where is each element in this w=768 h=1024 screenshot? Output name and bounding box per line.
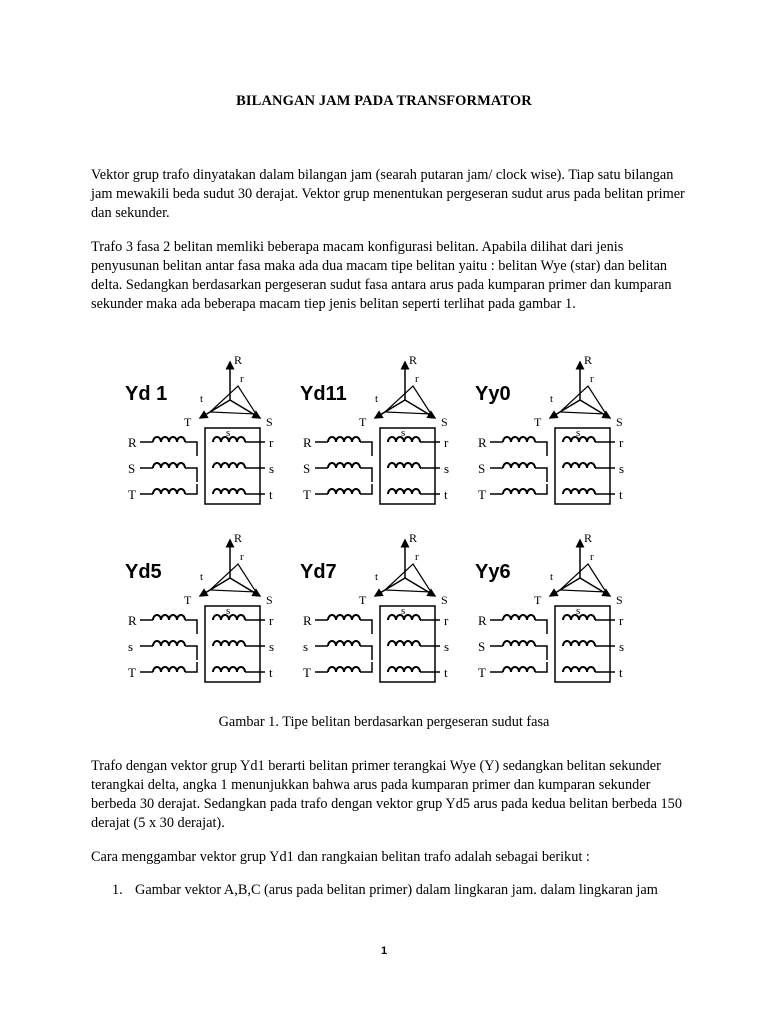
primary-coil [328, 615, 360, 620]
page-number: 1 [380, 945, 388, 957]
winding-label-secondary: t [619, 487, 623, 502]
secondary-coil [213, 489, 245, 494]
vector-primary-t [200, 578, 230, 596]
primary-return [185, 442, 197, 456]
vector-secondary [385, 386, 431, 414]
phase-label-sec-t: t [550, 393, 554, 405]
vector-primary-s [230, 578, 260, 596]
vector-primary-t [375, 578, 405, 596]
phase-label-sec-r: r [415, 551, 419, 563]
transformer-diagram-yd5 [125, 531, 274, 682]
primary-return [535, 620, 547, 634]
vector-secondary [560, 386, 606, 414]
primary-coil [153, 667, 185, 672]
winding-label-secondary: r [444, 613, 449, 628]
figure-winding-types [125, 352, 645, 702]
winding-label-secondary: s [444, 639, 450, 654]
vector-group-label: Yd5 [125, 561, 162, 583]
winding-label-secondary: s [619, 639, 625, 654]
primary-return [535, 662, 547, 672]
winding-label-secondary: r [269, 435, 274, 450]
winding-label-secondary: s [269, 461, 275, 476]
winding-label-secondary: t [619, 665, 623, 680]
winding-label-primary: S [303, 461, 311, 476]
primary-coil [153, 615, 185, 620]
primary-coil [328, 463, 360, 468]
winding-label-secondary: r [619, 435, 624, 450]
primary-coil [503, 489, 535, 494]
phase-label-s: S [441, 415, 448, 429]
secondary-coil [388, 463, 420, 468]
phase-label-s: S [616, 593, 623, 607]
vector-group-label: Yd 1 [125, 383, 168, 405]
primary-return [360, 662, 372, 672]
winding-label-secondary: r [269, 613, 274, 628]
winding-label-secondary: s [269, 639, 275, 654]
primary-return [185, 468, 197, 482]
phase-label-s: S [266, 415, 273, 429]
vector-primary-s [580, 578, 610, 596]
secondary-coil [563, 667, 595, 672]
vector-primary-s [405, 578, 435, 596]
figure-svg [125, 352, 645, 702]
secondary-coil [388, 667, 420, 672]
primary-coil [503, 667, 535, 672]
primary-coil [328, 641, 360, 646]
transformer-diagram-yd7 [300, 531, 449, 682]
primary-coil [328, 667, 360, 672]
paragraph-how-to-draw: Cara menggambar vektor grup Yd1 dan rangkaian belitan trafo adalah sebagai berikut : [91, 849, 590, 865]
vector-secondary [385, 564, 431, 592]
winding-label-primary: T [303, 487, 311, 502]
winding-label-primary: T [303, 665, 311, 680]
primary-return [535, 442, 547, 456]
winding-label-primary: R [128, 613, 137, 628]
vector-group-label: Yy0 [475, 383, 511, 405]
phase-label-sec-r: r [240, 551, 244, 563]
secondary-coil [388, 489, 420, 494]
diagram-grid [125, 353, 624, 682]
primary-return [535, 468, 547, 482]
winding-label-primary: T [128, 665, 136, 680]
paragraph-winding-config: Trafo 3 fasa 2 belitan memliki beberapa macam konfigurasi belitan. Apabila dilihat dari jenis penyusunan belitan antar fasa maka ada dua macam tipe belitan yaitu : belitan Wye (star) dan belitan delta. Sedangkan berdasarkan pergeseran sudut fasa antara arus pada kumparan primer dan kumparan sekunder maka ada beberapa macam tiep jenis belitan seperti terlihat pada gambar 1. [91, 239, 672, 312]
transformer-diagram-yy0 [475, 353, 624, 504]
phase-label-sec-s: s [401, 605, 406, 617]
winding-label-primary: S [478, 461, 486, 476]
transformer-diagram-yy6 [475, 531, 624, 682]
primary-return [360, 620, 372, 634]
vector-group-label: Yd7 [300, 561, 337, 583]
primary-coil [503, 615, 535, 620]
phase-label-t: T [534, 415, 542, 429]
primary-return [535, 646, 547, 660]
primary-return [535, 484, 547, 494]
winding-label-primary: S [478, 639, 486, 654]
figure-caption: Gambar 1. Tipe belitan berdasarkan pergeseran sudut fasa [218, 714, 550, 730]
phase-label-sec-t: t [375, 571, 379, 583]
winding-label-primary: R [303, 435, 312, 450]
secondary-coil [388, 641, 420, 646]
winding-label-secondary: t [269, 665, 273, 680]
phase-label-sec-r: r [590, 373, 594, 385]
vector-primary-t [550, 578, 580, 596]
phase-label-sec-r: r [240, 373, 244, 385]
phase-label-sec-s: s [401, 427, 406, 439]
phase-label-sec-s: s [226, 605, 231, 617]
phase-label-sec-t: t [550, 571, 554, 583]
phase-label-r: R [409, 353, 418, 367]
winding-label-primary: T [478, 665, 486, 680]
winding-label-primary: T [478, 487, 486, 502]
secondary-coil [563, 489, 595, 494]
phase-label-sec-r: r [415, 373, 419, 385]
phase-label-t: T [359, 415, 367, 429]
phase-label-r: R [584, 353, 593, 367]
phase-label-r: R [409, 531, 418, 545]
winding-label-primary: s [303, 639, 309, 654]
vector-primary-s [405, 400, 435, 418]
vector-secondary [210, 564, 256, 592]
winding-label-secondary: t [444, 665, 448, 680]
phase-label-sec-t: t [375, 393, 379, 405]
phase-label-r: R [234, 531, 243, 545]
phase-label-sec-t: t [200, 571, 204, 583]
secondary-coil [213, 641, 245, 646]
vector-secondary [210, 386, 256, 414]
phase-label-r: R [584, 531, 593, 545]
primary-coil [153, 463, 185, 468]
primary-return [360, 484, 372, 494]
vector-secondary [560, 564, 606, 592]
list-text: Gambar vektor A,B,C (arus pada belitan primer) dalam lingkaran jam. dalam lingkaran jam [135, 882, 658, 898]
winding-label-primary: s [128, 639, 134, 654]
list-number: 1. [112, 882, 123, 898]
winding-label-secondary: s [444, 461, 450, 476]
primary-return [360, 646, 372, 660]
phase-label-t: T [184, 415, 192, 429]
vector-primary-s [230, 400, 260, 418]
winding-label-primary: S [128, 461, 136, 476]
winding-label-primary: R [478, 435, 487, 450]
transformer-diagram-yd11 [300, 353, 449, 504]
list-item [112, 881, 682, 900]
phase-label-r: R [234, 353, 243, 367]
vector-primary-t [200, 400, 230, 418]
vector-group-label: Yd11 [300, 383, 347, 405]
primary-coil [153, 489, 185, 494]
primary-coil [503, 437, 535, 442]
primary-return [185, 484, 197, 494]
phase-label-sec-s: s [576, 605, 581, 617]
phase-label-sec-r: r [590, 551, 594, 563]
transformer-diagram-yd1 [125, 353, 274, 504]
vector-group-label: Yy6 [475, 561, 511, 583]
vector-primary-t [550, 400, 580, 418]
phase-label-s: S [266, 593, 273, 607]
paragraph-vector-group: Vektor grup trafo dinyatakan dalam bilangan jam (searah putaran jam/ clock wise). Tiap satu bilangan jam mewakili beda sudut 30 derajat. Vektor grup menentukan pergeseran sudut arus pada belitan primer dan sekunder. [91, 167, 685, 221]
primary-coil [503, 641, 535, 646]
document-title: BILANGAN JAM PADA TRANSFORMATOR [236, 93, 532, 109]
winding-label-secondary: r [444, 435, 449, 450]
vector-primary-t [375, 400, 405, 418]
primary-return [185, 620, 197, 634]
secondary-coil [213, 463, 245, 468]
primary-coil [153, 437, 185, 442]
primary-return [360, 468, 372, 482]
secondary-coil [213, 667, 245, 672]
primary-return [185, 646, 197, 660]
winding-label-secondary: t [269, 487, 273, 502]
phase-label-t: T [184, 593, 192, 607]
secondary-coil [563, 641, 595, 646]
primary-coil [503, 463, 535, 468]
winding-label-secondary: s [619, 461, 625, 476]
winding-label-secondary: t [444, 487, 448, 502]
primary-coil [153, 641, 185, 646]
phase-label-t: T [534, 593, 542, 607]
winding-label-primary: R [478, 613, 487, 628]
winding-label-primary: T [128, 487, 136, 502]
phase-label-t: T [359, 593, 367, 607]
primary-coil [328, 489, 360, 494]
secondary-coil [563, 463, 595, 468]
phase-label-sec-s: s [226, 427, 231, 439]
paragraph-yd1-explanation: Trafo dengan vektor grup Yd1 berarti belitan primer terangkai Wye (Y) sedangkan belitan sekunder terangkai delta, angka 1 menunjukkan bahwa arus pada kumparan primer dan kumparan sekunder berbeda 30 derajat. Sedangkan pada trafo dengan vektor grup Yd5 arus pada kedua belitan berbeda 150 derajat (5 x 30 derajat). [91, 758, 682, 831]
phase-label-s: S [616, 415, 623, 429]
phase-label-sec-t: t [200, 393, 204, 405]
phase-label-sec-s: s [576, 427, 581, 439]
primary-return [185, 662, 197, 672]
winding-label-primary: R [303, 613, 312, 628]
winding-label-primary: R [128, 435, 137, 450]
winding-label-secondary: r [619, 613, 624, 628]
primary-coil [328, 437, 360, 442]
phase-label-s: S [441, 593, 448, 607]
vector-primary-s [580, 400, 610, 418]
primary-return [360, 442, 372, 456]
